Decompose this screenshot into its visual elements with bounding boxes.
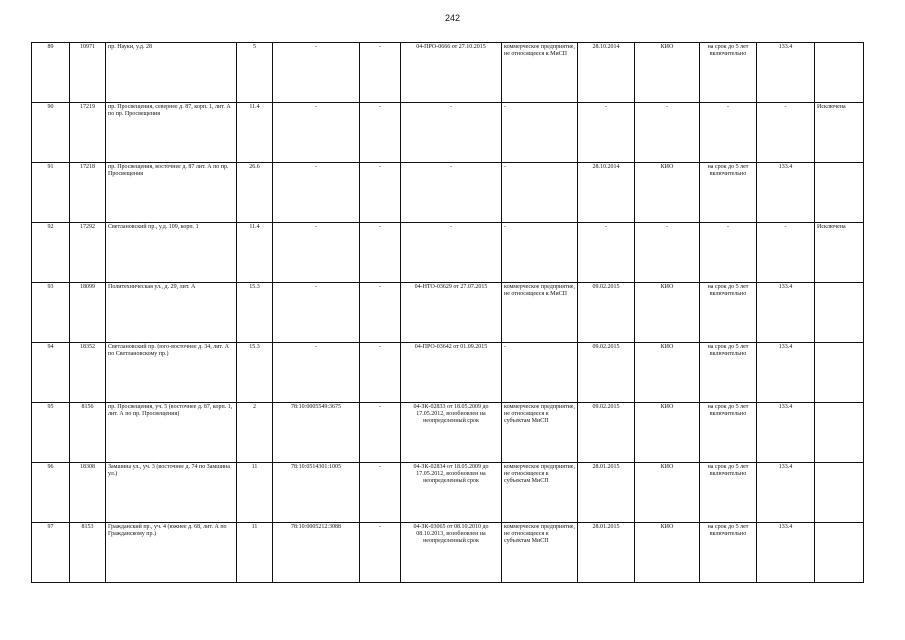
tenant-category-cell: -	[502, 223, 578, 283]
act-number-cell: 133.4	[757, 163, 815, 223]
note-cell	[815, 463, 864, 523]
lease-term-cell: на срок до 5 лет включительно	[700, 463, 757, 523]
inclusion-date-cell: -	[578, 103, 635, 163]
object-address-cell: Светлановский пр. (юго-восточнее д. 34, лит. А по Светлановскому пр.)	[106, 343, 237, 403]
note-cell: Исключена	[815, 103, 864, 163]
act-number-cell: 133.4	[757, 463, 815, 523]
act-number-cell: 133.4	[757, 343, 815, 403]
object-address-cell: пр. Науки, у.д. 28	[106, 43, 237, 103]
cadastral-number-cell: -	[273, 43, 360, 103]
row-number-cell: 89	[32, 43, 70, 103]
object-code-cell: 17292	[70, 223, 106, 283]
lease-term-cell: на срок до 5 лет включительно	[700, 523, 757, 583]
act-number-cell: -	[757, 223, 815, 283]
extra-column-cell: -	[360, 103, 401, 163]
object-code-cell: 17219	[70, 103, 106, 163]
row-number-cell: 97	[32, 523, 70, 583]
note-cell	[815, 343, 864, 403]
object-area-cell: 11.4	[237, 103, 273, 163]
object-area-cell: 15.3	[237, 343, 273, 403]
object-area-cell: 11	[237, 463, 273, 523]
tenant-category-cell: коммерческое предприятие, не относящееся к субъектам МиСП	[502, 523, 578, 583]
tenant-category-cell: -	[502, 163, 578, 223]
act-number-cell: 133.4	[757, 523, 815, 583]
object-area-cell: 26.6	[237, 163, 273, 223]
act-number-cell: -	[757, 103, 815, 163]
cadastral-number-cell: 78:10:0005549:3675	[273, 403, 360, 463]
object-code-cell: 10971	[70, 43, 106, 103]
cadastral-number-cell: -	[273, 163, 360, 223]
table-row	[32, 223, 864, 283]
lease-agreement-cell: 04-ЗК-02833 от 18.05.2009 до 17.05.2012, возобновлен на неопределенный срок	[401, 403, 502, 463]
extra-column-cell: -	[360, 223, 401, 283]
table-row	[32, 103, 864, 163]
object-code-cell: 18099	[70, 283, 106, 343]
lease-agreement-cell: 04-НТО-03629 от 27.07.2015	[401, 283, 502, 343]
tenant-category-cell: -	[502, 103, 578, 163]
row-number-cell: 93	[32, 283, 70, 343]
table-row	[32, 523, 864, 583]
lease-agreement-cell: 04-ЗК-03065 от 08.10.2010 до 08.10.2013, возобновлен на неопределенный срок	[401, 523, 502, 583]
registry-table	[31, 42, 864, 583]
note-cell: Исключена	[815, 223, 864, 283]
extra-column-cell: -	[360, 43, 401, 103]
cadastral-number-cell: -	[273, 283, 360, 343]
inclusion-date-cell: 09.02.2015	[578, 283, 635, 343]
object-area-cell: 5	[237, 43, 273, 103]
object-address-cell: Политехническая ул., д. 29, лит. А	[106, 283, 237, 343]
table-row	[32, 463, 864, 523]
object-area-cell: 11	[237, 523, 273, 583]
lease-agreement-cell: -	[401, 103, 502, 163]
cadastral-number-cell: 78:10:0514301:1005	[273, 463, 360, 523]
tenant-category-cell: коммерческое предприятие, не относящееся к субъектам МиСП	[502, 463, 578, 523]
object-address-cell: Светлановский пр., у.д. 109, корп. 1	[106, 223, 237, 283]
extra-column-cell: -	[360, 403, 401, 463]
row-number-cell: 91	[32, 163, 70, 223]
table-row	[32, 163, 864, 223]
object-address-cell: пр. Просвещения, севернее д. 87, корп. 1, лит. А по пр. Просвещения	[106, 103, 237, 163]
inclusion-date-cell: 28.01.2015	[578, 463, 635, 523]
extra-column-cell: -	[360, 343, 401, 403]
authority-cell: -	[635, 223, 700, 283]
object-code-cell: 8153	[70, 523, 106, 583]
row-number-cell: 95	[32, 403, 70, 463]
object-area-cell: 2	[237, 403, 273, 463]
inclusion-date-cell: 09.02.2015	[578, 343, 635, 403]
authority-cell: КИО	[635, 523, 700, 583]
table-row	[32, 403, 864, 463]
object-code-cell: 17218	[70, 163, 106, 223]
authority-cell: КИО	[635, 43, 700, 103]
inclusion-date-cell: -	[578, 223, 635, 283]
note-cell	[815, 163, 864, 223]
lease-agreement-cell: -	[401, 223, 502, 283]
authority-cell: КИО	[635, 343, 700, 403]
cadastral-number-cell: -	[273, 223, 360, 283]
extra-column-cell: -	[360, 283, 401, 343]
note-cell	[815, 43, 864, 103]
authority-cell: -	[635, 103, 700, 163]
tenant-category-cell: коммерческое предприятие, не относящееся к субъектам МиСП	[502, 403, 578, 463]
row-number-cell: 90	[32, 103, 70, 163]
cadastral-number-cell: 78:10:0005212:3088	[273, 523, 360, 583]
table-row	[32, 343, 864, 403]
act-number-cell: 133.4	[757, 43, 815, 103]
object-address-cell: Замшина ул., уч. 3 (восточнее д. 74 по Замшина ул.)	[106, 463, 237, 523]
note-cell	[815, 283, 864, 343]
object-address-cell: пр. Просвещения, уч. 5 (восточнее д. 87, корп. 1, лит. А по пр. Просвещения)	[106, 403, 237, 463]
tenant-category-cell: коммерческое предприятие, не относящееся к МиСП	[502, 283, 578, 343]
extra-column-cell: -	[360, 163, 401, 223]
lease-agreement-cell: 04-ЗК-02834 от 18.05.2009 до 17.05.2012, возобновлен на неопределенный срок	[401, 463, 502, 523]
table-row	[32, 43, 864, 103]
row-number-cell: 96	[32, 463, 70, 523]
object-address-cell: Гражданский пр., уч. 4 (южнее д. 68, лит. А по Гражданскому пр.)	[106, 523, 237, 583]
extra-column-cell: -	[360, 523, 401, 583]
object-code-cell: 18308	[70, 463, 106, 523]
object-code-cell: 8156	[70, 403, 106, 463]
authority-cell: КИО	[635, 463, 700, 523]
cadastral-number-cell: -	[273, 343, 360, 403]
lease-term-cell: -	[700, 223, 757, 283]
authority-cell: КИО	[635, 163, 700, 223]
tenant-category-cell: -	[502, 343, 578, 403]
note-cell	[815, 403, 864, 463]
table-row	[32, 283, 864, 343]
lease-term-cell: на срок до 5 лет включительно	[700, 163, 757, 223]
row-number-cell: 94	[32, 343, 70, 403]
lease-agreement-cell: 04-ПРО-0666 от 27.10.2015	[401, 43, 502, 103]
inclusion-date-cell: 28.10.2014	[578, 163, 635, 223]
act-number-cell: 133.4	[757, 403, 815, 463]
lease-agreement-cell: -	[401, 163, 502, 223]
object-area-cell: 15.3	[237, 283, 273, 343]
extra-column-cell: -	[360, 463, 401, 523]
inclusion-date-cell: 09.02.2015	[578, 403, 635, 463]
note-cell	[815, 523, 864, 583]
inclusion-date-cell: 28.01.2015	[578, 523, 635, 583]
lease-term-cell: на срок до 5 лет включительно	[700, 43, 757, 103]
cadastral-number-cell: -	[273, 103, 360, 163]
object-area-cell: 11.4	[237, 223, 273, 283]
lease-term-cell: -	[700, 103, 757, 163]
object-address-cell: пр. Просвещения, восточнее д. 87 лит. А по пр. Просвещения	[106, 163, 237, 223]
object-code-cell: 18352	[70, 343, 106, 403]
inclusion-date-cell: 28.10.2014	[578, 43, 635, 103]
authority-cell: КИО	[635, 283, 700, 343]
lease-term-cell: на срок до 5 лет включительно	[700, 403, 757, 463]
lease-term-cell: на срок до 5 лет включительно	[700, 343, 757, 403]
lease-term-cell: на срок до 5 лет включительно	[700, 283, 757, 343]
row-number-cell: 92	[32, 223, 70, 283]
page-number: 242	[444, 13, 461, 23]
tenant-category-cell: коммерческое предприятие, не относящееся к МиСП	[502, 43, 578, 103]
authority-cell: КИО	[635, 403, 700, 463]
act-number-cell: 133.4	[757, 283, 815, 343]
lease-agreement-cell: 04-ПРО-03642 от 01.09.2015	[401, 343, 502, 403]
